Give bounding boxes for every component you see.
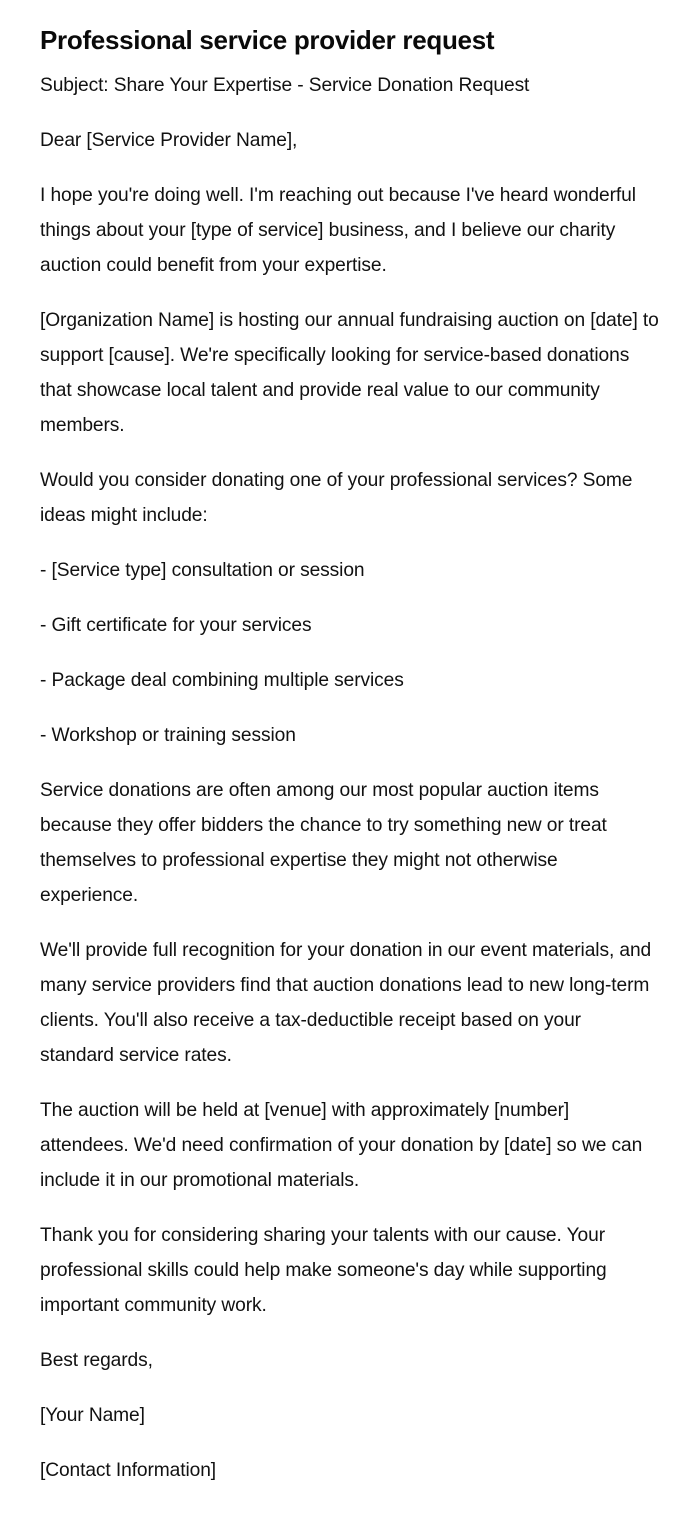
subject-line: Subject: Share Your Expertise - Service Donation Request bbox=[40, 75, 530, 96]
signature-name: [Your Name] bbox=[40, 1405, 145, 1426]
recognition-paragraph: We'll provide full recognition for your donation in our event materials, and many service providers find that auction donations lead to new long-term clients. You'll also receive a tax-deductible receipt based on your standard service rates. bbox=[40, 940, 652, 1066]
logistics-paragraph: The auction will be held at [venue] with approximately [number] attendees. We'd need confirmation of your donation by [date] so we can include it in our promotional materials. bbox=[40, 1100, 643, 1191]
event-paragraph: [Organization Name] is hosting our annual fundraising auction on [date] to support [cause]. We're specifically looking for service-based donations that showcase local talent and provide real value to our community members. bbox=[40, 310, 659, 436]
idea-item: - Gift certificate for your services bbox=[40, 615, 312, 636]
document-title: Professional service provider request bbox=[40, 25, 495, 55]
request-paragraph: Would you consider donating one of your professional services? Some ideas might include: bbox=[40, 470, 633, 526]
idea-item: - [Service type] consultation or session bbox=[40, 560, 365, 581]
idea-item: - Workshop or training session bbox=[40, 725, 296, 746]
greeting: Dear [Service Provider Name], bbox=[40, 130, 298, 151]
closing: Best regards, bbox=[40, 1350, 153, 1371]
idea-item: - Package deal combining multiple services bbox=[40, 670, 404, 691]
thanks-paragraph: Thank you for considering sharing your talents with our cause. Your professional skills could help make someone's day while supporting important community work. bbox=[40, 1225, 607, 1316]
signature-contact: [Contact Information] bbox=[40, 1460, 217, 1481]
benefits-paragraph: Service donations are often among our most popular auction items because they offer bidders the chance to try something new or treat themselves to professional expertise they might not otherwise experience. bbox=[40, 780, 607, 906]
intro-paragraph: I hope you're doing well. I'm reaching out because I've heard wonderful things about your [type of service] business, and I believe our charity auction could benefit from your expertise. bbox=[40, 185, 636, 276]
